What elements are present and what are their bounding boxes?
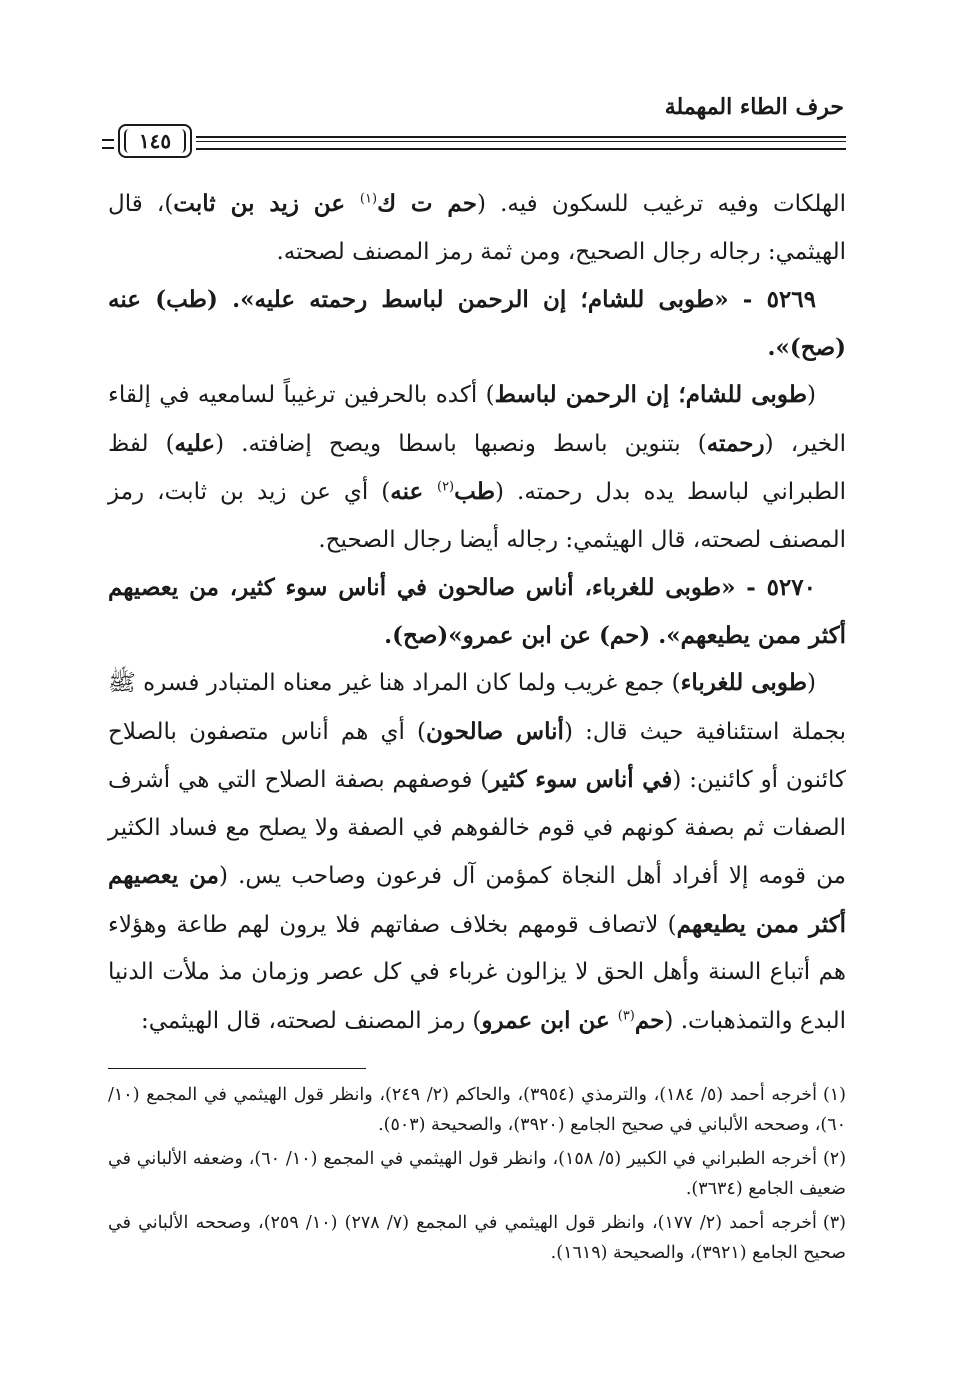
text-run: ) أكده بالحرفين ترغيباً لسامعيه في إلقاء الخير، ( <box>108 382 846 457</box>
narrator: عن ابن عمرو <box>481 1006 618 1034</box>
footnote-3 <box>108 1208 846 1268</box>
text-run: ) لفظ الطبراني لباسط يده بدل رحمته. ( <box>108 430 847 505</box>
text-run: الهلكات وفيه ترغيب للسكون فيه. ( <box>476 191 847 217</box>
footnote-number: (٢) <box>822 1149 847 1169</box>
header-rule-inner <box>196 141 846 142</box>
footnote-1 <box>108 1080 846 1140</box>
page-number: ١٤٥ <box>118 124 192 158</box>
text-run: )، قال الهيثمي: رجاله رجال الصحيح، ومن ثمة رمز المصنف لصحته. <box>108 191 846 265</box>
quoted-phrase: عليه <box>174 429 216 457</box>
text-run: ) جمع غريب ولما كان المراد هنا غير معناه المتبادر فسره ﷺ بجملة استئنافية حيث قال: ( <box>108 670 847 745</box>
header-rule <box>196 136 846 150</box>
source-code: حم ت ك <box>377 190 477 217</box>
footnote-number: (١) <box>822 1085 846 1105</box>
paragraph-1 <box>108 180 846 276</box>
quoted-phrase: أناس صالحون <box>426 717 564 745</box>
text-run: ) لاتصاف قومهم بخلاف صفاتهم فلا يرون لهم طاعة وهؤلاء هم أتباع السنة وأهل الحق لا يزالون غرباء في كل عصر وزمان مذ ملأت الدنيا البدع والتمذهبات. ( <box>108 911 846 1034</box>
hadith-5270: ٥٢٧٠ - «طوبى للغرباء، أناس صالحون في أناس سوء كثير، من يعصيهم أكثر ممن يطيعهم». (حم) عن ابن عمرو»(صح). <box>108 574 846 649</box>
text-run: ) فوصفهم بصفة الصلاح التي هي أشرف الصفات ثم بصفة كونهم في قوم خالفوهم في الصفة ولا يصلح مع فساد الكثير من قومه إلا أفراد أهل النجاة كمؤمن آل فرعون وصاحب يس. ( <box>108 767 846 889</box>
paragraph-2 <box>108 371 846 564</box>
quoted-phrase: طوبى للشام؛ إن الرحمن لباسط <box>494 381 808 408</box>
source-code: حم <box>634 1006 665 1034</box>
narrator: عن زيد بن ثابت <box>173 190 360 217</box>
footnote-ref-1: (١) <box>359 191 378 207</box>
footnote-separator <box>108 1068 366 1069</box>
text-run: ( <box>807 382 816 408</box>
source-code: طب <box>454 478 496 505</box>
footnotes <box>108 1080 846 1272</box>
footnote-text: أخرجه أحمد (٥/ ١٨٤)، والترمذي (٣٩٥٤)، والحاكم (٢/ ٢٤٩)، وانظر قول الهيثمي في المجمع (١٠/ ٦٠)، وصححه الألباني في صحيح الجامع (٣٩٢٠)، والصحيحة (٥٠٣). <box>108 1085 846 1135</box>
header-rule-tail <box>102 139 114 149</box>
text-run: ) أي هم أناس متصفون بالصلاح كائنون أو كائنين: ( <box>108 718 846 793</box>
quoted-phrase: طوبى للغرباء <box>680 669 808 696</box>
quoted-phrase: في أناس سوء كثير <box>489 766 673 793</box>
running-head: حرف الطاء المهملة <box>664 94 844 120</box>
text-run: ( <box>807 670 816 696</box>
footnote-2 <box>108 1144 846 1204</box>
text-run: ) بتنوين باسط ونصبها باسطا ويصح إضافته. ( <box>215 430 707 457</box>
quoted-phrase: من يعصيهم أكثر ممن يطيعهم <box>108 862 846 938</box>
text-run: ) رمز المصنف لصحته، قال الهيثمي: <box>141 1007 482 1034</box>
narrator: عنه <box>390 478 437 505</box>
footnote-text: أخرجه الطبراني في الكبير (٥/ ١٥٨)، وانظر قول الهيثمي في المجمع (١٠/ ٦٠)، وضعفه الألباني في ضعيف الجامع (٣٦٣٤). <box>108 1149 846 1199</box>
hadith-5269: ٥٢٦٩ - «طوبى للشام؛ إن الرحمن لباسط رحمته عليه». (طب) عنه (صح)». <box>108 286 846 361</box>
text-run: ) أي عن زيد بن ثابت، رمز المصنف لصحته، قال الهيثمي: رجاله أيضا رجال الصحيح. <box>108 479 846 553</box>
footnote-ref-2: (٢) <box>436 479 455 495</box>
main-text <box>108 180 846 1045</box>
quoted-phrase: رحمته <box>706 429 765 457</box>
footnote-number: (٣) <box>822 1213 846 1233</box>
paragraph-3 <box>108 659 846 1045</box>
footnote-ref-3: (٣) <box>617 1007 635 1023</box>
footnote-text: أخرجه أحمد (٢/ ١٧٧)، وانظر قول الهيثمي في المجمع (٧/ ٢٧٨) (١٠/ ٢٥٩)، وصححه الألباني في صحيح الجامع (٣٩٢١)، والصحيحة (١٦١٩). <box>108 1213 846 1263</box>
